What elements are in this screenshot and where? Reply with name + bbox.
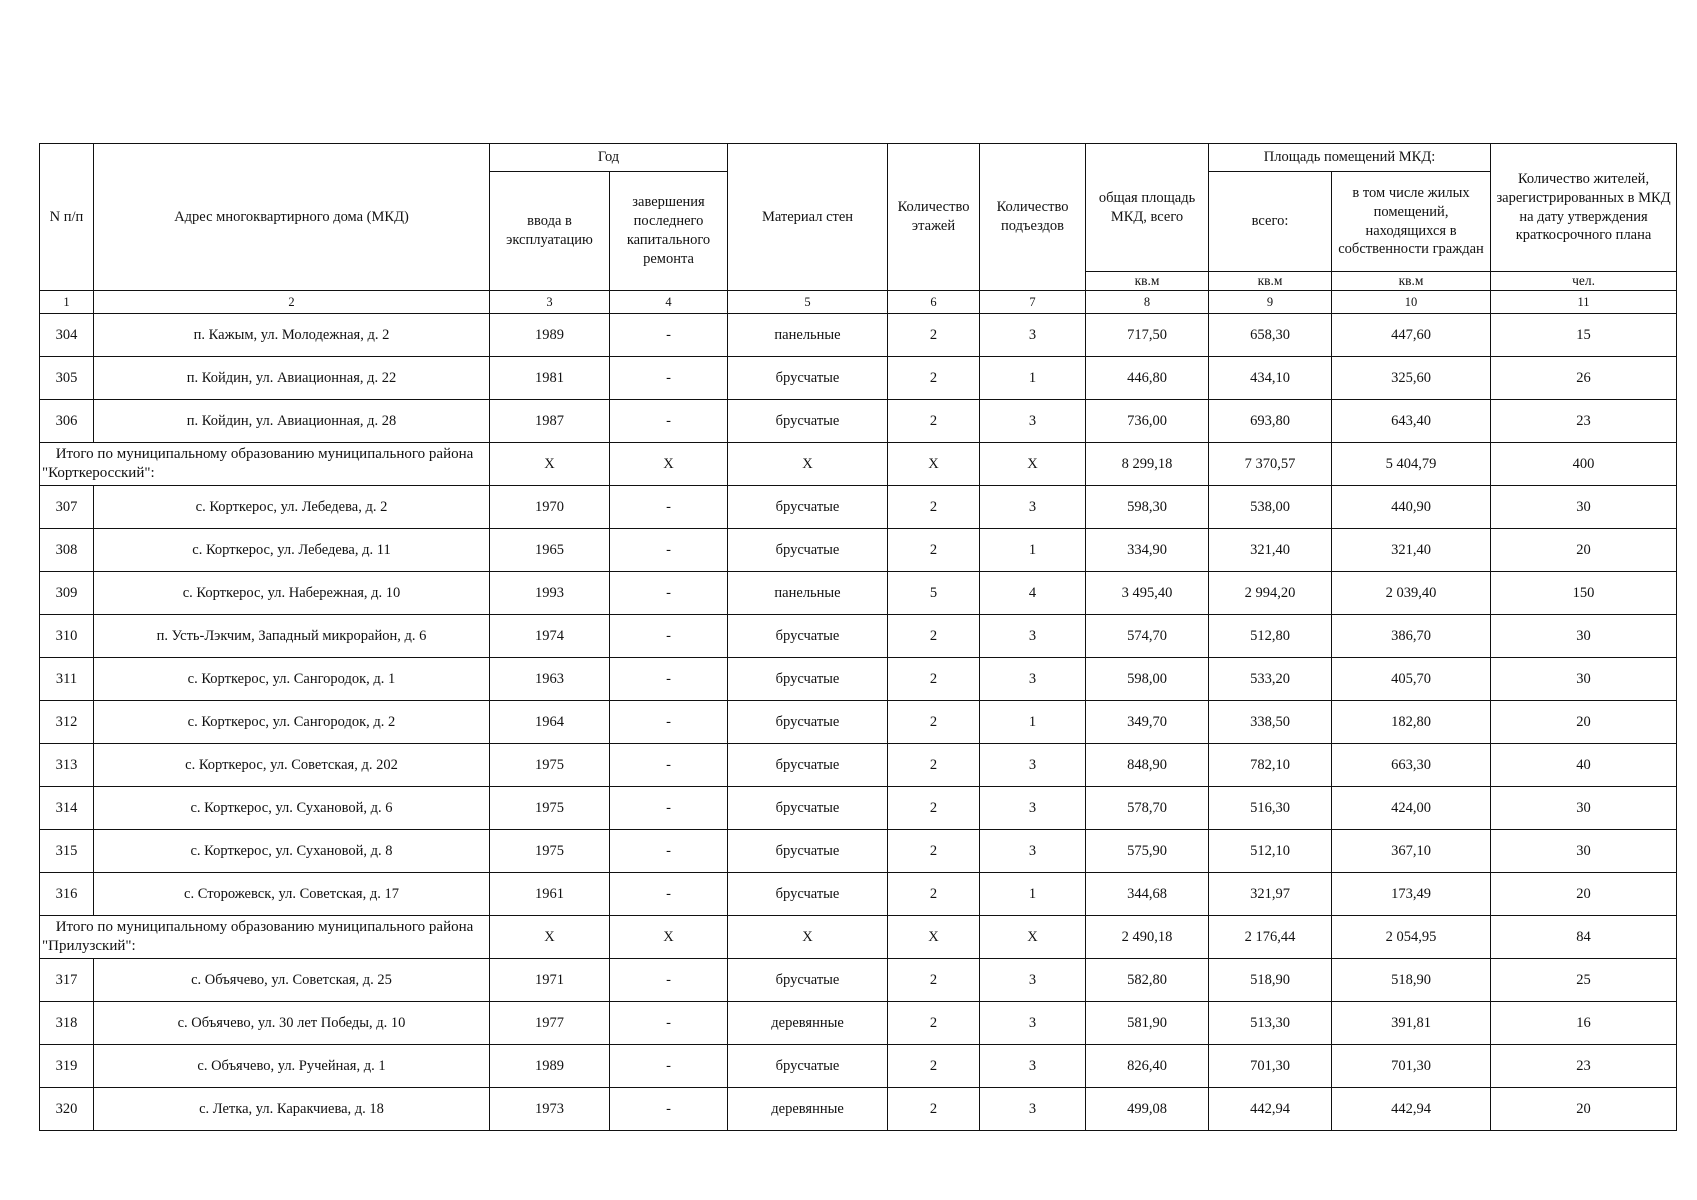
- wall-material-cell: брусчатые: [728, 658, 888, 701]
- table-row: [40, 873, 1677, 916]
- address-cell: с. Корткерос, ул. Сухановой, д. 8: [94, 830, 490, 873]
- column-number: 11: [1491, 291, 1677, 314]
- table-row: [40, 830, 1677, 873]
- year-commission-cell: 1977: [490, 1002, 610, 1045]
- year-commission-cell: 1975: [490, 744, 610, 787]
- floors-cell: 2: [888, 787, 980, 830]
- header-address: Адрес многоквартирного дома (МКД): [94, 144, 490, 291]
- table-row: [40, 701, 1677, 744]
- table-header: [40, 144, 1677, 314]
- area-all-cell: 782,10: [1209, 744, 1332, 787]
- address-cell: с. Корткерос, ул. Лебедева, д. 11: [94, 529, 490, 572]
- wall-material-cell: X: [728, 916, 888, 959]
- residents-cell: 20: [1491, 701, 1677, 744]
- residents-cell: 20: [1491, 1088, 1677, 1131]
- entrances-cell: 3: [980, 787, 1086, 830]
- unit-area-private: кв.м: [1332, 272, 1491, 291]
- header-floors: Количество этажей: [888, 144, 980, 291]
- total-area-cell: 499,08: [1086, 1088, 1209, 1131]
- area-all-cell: 2 994,20: [1209, 572, 1332, 615]
- year-repair-cell: -: [610, 830, 728, 873]
- area-private-cell: 442,94: [1332, 1088, 1491, 1131]
- area-all-cell: 658,30: [1209, 314, 1332, 357]
- year-commission-cell: 1989: [490, 1045, 610, 1088]
- entrances-cell: 3: [980, 1088, 1086, 1131]
- year-commission-cell: 1975: [490, 787, 610, 830]
- total-area-cell: 598,30: [1086, 486, 1209, 529]
- column-number: 1: [40, 291, 94, 314]
- entrances-cell: X: [980, 443, 1086, 486]
- residents-cell: 30: [1491, 658, 1677, 701]
- area-all-cell: 516,30: [1209, 787, 1332, 830]
- area-all-cell: 442,94: [1209, 1088, 1332, 1131]
- total-area-cell: 826,40: [1086, 1045, 1209, 1088]
- table-row: [40, 486, 1677, 529]
- floors-cell: 5: [888, 572, 980, 615]
- table-row: [40, 357, 1677, 400]
- row-number: 308: [40, 529, 94, 572]
- year-repair-cell: -: [610, 959, 728, 1002]
- floors-cell: 2: [888, 615, 980, 658]
- wall-material-cell: панельные: [728, 572, 888, 615]
- table-row: [40, 529, 1677, 572]
- address-cell: с. Объячево, ул. Советская, д. 25: [94, 959, 490, 1002]
- year-commission-cell: 1970: [490, 486, 610, 529]
- year-commission-cell: X: [490, 443, 610, 486]
- row-number: 315: [40, 830, 94, 873]
- column-number-row: [40, 291, 1677, 314]
- address-cell: п. Койдин, ул. Авиационная, д. 28: [94, 400, 490, 443]
- header-num: N п/п: [40, 144, 94, 291]
- year-commission-cell: 1975: [490, 830, 610, 873]
- area-all-cell: 321,40: [1209, 529, 1332, 572]
- year-commission-cell: 1964: [490, 701, 610, 744]
- unit-residents: чел.: [1491, 272, 1677, 291]
- wall-material-cell: деревянные: [728, 1002, 888, 1045]
- residents-cell: 16: [1491, 1002, 1677, 1045]
- row-number: 309: [40, 572, 94, 615]
- entrances-cell: 3: [980, 830, 1086, 873]
- address-cell: с. Корткерос, ул. Сангородок, д. 1: [94, 658, 490, 701]
- total-area-cell: 3 495,40: [1086, 572, 1209, 615]
- column-number: 6: [888, 291, 980, 314]
- total-area-cell: 8 299,18: [1086, 443, 1209, 486]
- column-number: 9: [1209, 291, 1332, 314]
- year-commission-cell: 1973: [490, 1088, 610, 1131]
- area-private-cell: 173,49: [1332, 873, 1491, 916]
- total-label: Итого по муниципальному образованию муниципального района "Прилузский":: [40, 916, 490, 959]
- column-number: 7: [980, 291, 1086, 314]
- area-private-cell: 5 404,79: [1332, 443, 1491, 486]
- year-repair-cell: -: [610, 615, 728, 658]
- floors-cell: 2: [888, 314, 980, 357]
- wall-material-cell: панельные: [728, 314, 888, 357]
- area-private-cell: 518,90: [1332, 959, 1491, 1002]
- entrances-cell: 4: [980, 572, 1086, 615]
- row-number: 319: [40, 1045, 94, 1088]
- wall-material-cell: брусчатые: [728, 529, 888, 572]
- area-private-cell: 447,60: [1332, 314, 1491, 357]
- floors-cell: X: [888, 916, 980, 959]
- table-row: [40, 314, 1677, 357]
- entrances-cell: 3: [980, 1045, 1086, 1088]
- area-private-cell: 386,70: [1332, 615, 1491, 658]
- year-repair-cell: -: [610, 400, 728, 443]
- residents-cell: 30: [1491, 830, 1677, 873]
- wall-material-cell: брусчатые: [728, 1045, 888, 1088]
- table-row: [40, 959, 1677, 1002]
- area-private-cell: 643,40: [1332, 400, 1491, 443]
- area-private-cell: 321,40: [1332, 529, 1491, 572]
- header-area-group: Площадь помещений МКД:: [1209, 144, 1491, 172]
- total-area-cell: 349,70: [1086, 701, 1209, 744]
- table-row: [40, 658, 1677, 701]
- entrances-cell: 3: [980, 1002, 1086, 1045]
- row-number: 317: [40, 959, 94, 1002]
- residents-cell: 23: [1491, 1045, 1677, 1088]
- header-total-area: общая площадь МКД, всего: [1086, 144, 1209, 272]
- year-repair-cell: -: [610, 314, 728, 357]
- year-repair-cell: -: [610, 787, 728, 830]
- area-all-cell: 434,10: [1209, 357, 1332, 400]
- residents-cell: 26: [1491, 357, 1677, 400]
- row-number: 314: [40, 787, 94, 830]
- area-all-cell: 512,10: [1209, 830, 1332, 873]
- floors-cell: 2: [888, 744, 980, 787]
- floors-cell: 2: [888, 1045, 980, 1088]
- area-private-cell: 424,00: [1332, 787, 1491, 830]
- year-repair-cell: -: [610, 873, 728, 916]
- residents-cell: 150: [1491, 572, 1677, 615]
- wall-material-cell: брусчатые: [728, 615, 888, 658]
- area-all-cell: 533,20: [1209, 658, 1332, 701]
- header-year-repair: завершения последнего капитального ремонта: [610, 172, 728, 291]
- entrances-cell: 1: [980, 357, 1086, 400]
- year-repair-cell: -: [610, 486, 728, 529]
- wall-material-cell: брусчатые: [728, 830, 888, 873]
- row-number: 304: [40, 314, 94, 357]
- total-area-cell: 578,70: [1086, 787, 1209, 830]
- floors-cell: 2: [888, 1088, 980, 1131]
- entrances-cell: 3: [980, 400, 1086, 443]
- area-private-cell: 391,81: [1332, 1002, 1491, 1045]
- wall-material-cell: брусчатые: [728, 873, 888, 916]
- floors-cell: 2: [888, 400, 980, 443]
- row-number: 320: [40, 1088, 94, 1131]
- address-cell: с. Летка, ул. Каракчиева, д. 18: [94, 1088, 490, 1131]
- column-number: 5: [728, 291, 888, 314]
- table-row: [40, 572, 1677, 615]
- column-number: 10: [1332, 291, 1491, 314]
- row-number: 310: [40, 615, 94, 658]
- total-area-cell: 848,90: [1086, 744, 1209, 787]
- table-body: [40, 314, 1677, 1131]
- year-commission-cell: 1961: [490, 873, 610, 916]
- residents-cell: 20: [1491, 529, 1677, 572]
- total-area-cell: 574,70: [1086, 615, 1209, 658]
- residents-cell: 30: [1491, 787, 1677, 830]
- total-area-cell: 446,80: [1086, 357, 1209, 400]
- floors-cell: 2: [888, 658, 980, 701]
- year-repair-cell: -: [610, 572, 728, 615]
- year-repair-cell: X: [610, 916, 728, 959]
- residents-cell: 84: [1491, 916, 1677, 959]
- total-area-cell: 581,90: [1086, 1002, 1209, 1045]
- row-number: 306: [40, 400, 94, 443]
- header-wall-material: Материал стен: [728, 144, 888, 291]
- row-number: 316: [40, 873, 94, 916]
- entrances-cell: 3: [980, 744, 1086, 787]
- entrances-cell: 3: [980, 959, 1086, 1002]
- residents-cell: 25: [1491, 959, 1677, 1002]
- header-year-group: Год: [490, 144, 728, 172]
- year-repair-cell: -: [610, 529, 728, 572]
- area-all-cell: 518,90: [1209, 959, 1332, 1002]
- residents-cell: 30: [1491, 486, 1677, 529]
- total-area-cell: 2 490,18: [1086, 916, 1209, 959]
- table-row: [40, 744, 1677, 787]
- unit-area-all: кв.м: [1209, 272, 1332, 291]
- year-commission-cell: 1971: [490, 959, 610, 1002]
- row-number: 311: [40, 658, 94, 701]
- total-area-cell: 717,50: [1086, 314, 1209, 357]
- area-private-cell: 663,30: [1332, 744, 1491, 787]
- wall-material-cell: брусчатые: [728, 486, 888, 529]
- area-all-cell: 7 370,57: [1209, 443, 1332, 486]
- row-number: 312: [40, 701, 94, 744]
- residents-cell: 400: [1491, 443, 1677, 486]
- entrances-cell: 3: [980, 615, 1086, 658]
- residents-cell: 30: [1491, 615, 1677, 658]
- total-row: [40, 443, 1677, 486]
- row-number: 313: [40, 744, 94, 787]
- area-all-cell: 701,30: [1209, 1045, 1332, 1088]
- wall-material-cell: брусчатые: [728, 744, 888, 787]
- wall-material-cell: брусчатые: [728, 357, 888, 400]
- header-year-commission: ввода в эксплуатацию: [490, 172, 610, 291]
- residents-cell: 40: [1491, 744, 1677, 787]
- header-area-private: в том числе жилых помещений, находящихся в собственности граждан: [1332, 172, 1491, 272]
- area-private-cell: 325,60: [1332, 357, 1491, 400]
- total-area-cell: 582,80: [1086, 959, 1209, 1002]
- residents-cell: 15: [1491, 314, 1677, 357]
- address-cell: с. Корткерос, ул. Советская, д. 202: [94, 744, 490, 787]
- area-all-cell: 321,97: [1209, 873, 1332, 916]
- year-commission-cell: 1965: [490, 529, 610, 572]
- unit-total-area: кв.м: [1086, 272, 1209, 291]
- entrances-cell: 3: [980, 658, 1086, 701]
- area-private-cell: 2 054,95: [1332, 916, 1491, 959]
- year-commission-cell: 1989: [490, 314, 610, 357]
- floors-cell: 2: [888, 959, 980, 1002]
- total-area-cell: 736,00: [1086, 400, 1209, 443]
- total-row: [40, 916, 1677, 959]
- table-row: [40, 615, 1677, 658]
- residents-cell: 23: [1491, 400, 1677, 443]
- total-label: Итого по муниципальному образованию муниципального района "Корткеросский":: [40, 443, 490, 486]
- address-cell: с. Объячево, ул. 30 лет Победы, д. 10: [94, 1002, 490, 1045]
- wall-material-cell: X: [728, 443, 888, 486]
- address-cell: п. Кажым, ул. Молодежная, д. 2: [94, 314, 490, 357]
- year-commission-cell: 1963: [490, 658, 610, 701]
- row-number: 305: [40, 357, 94, 400]
- floors-cell: 2: [888, 830, 980, 873]
- wall-material-cell: деревянные: [728, 1088, 888, 1131]
- year-commission-cell: 1993: [490, 572, 610, 615]
- floors-cell: X: [888, 443, 980, 486]
- address-cell: п. Койдин, ул. Авиационная, д. 22: [94, 357, 490, 400]
- area-all-cell: 2 176,44: [1209, 916, 1332, 959]
- wall-material-cell: брусчатые: [728, 701, 888, 744]
- year-commission-cell: 1987: [490, 400, 610, 443]
- entrances-cell: 1: [980, 701, 1086, 744]
- row-number: 318: [40, 1002, 94, 1045]
- wall-material-cell: брусчатые: [728, 787, 888, 830]
- floors-cell: 2: [888, 873, 980, 916]
- table-row: [40, 1088, 1677, 1131]
- entrances-cell: X: [980, 916, 1086, 959]
- year-repair-cell: -: [610, 658, 728, 701]
- entrances-cell: 3: [980, 486, 1086, 529]
- wall-material-cell: брусчатые: [728, 959, 888, 1002]
- column-number: 2: [94, 291, 490, 314]
- header-residents: Количество жителей, зарегистрированных в МКД на дату утверждения краткосрочного плана: [1491, 144, 1677, 272]
- area-private-cell: 701,30: [1332, 1045, 1491, 1088]
- area-private-cell: 405,70: [1332, 658, 1491, 701]
- area-all-cell: 538,00: [1209, 486, 1332, 529]
- address-cell: с. Сторожевск, ул. Советская, д. 17: [94, 873, 490, 916]
- area-all-cell: 693,80: [1209, 400, 1332, 443]
- row-number: 307: [40, 486, 94, 529]
- housing-table: [39, 143, 1677, 1131]
- table-row: [40, 1045, 1677, 1088]
- address-cell: с. Корткерос, ул. Лебедева, д. 2: [94, 486, 490, 529]
- floors-cell: 2: [888, 701, 980, 744]
- header-entrances: Количество подъездов: [980, 144, 1086, 291]
- header-area-all: всего:: [1209, 172, 1332, 272]
- area-all-cell: 512,80: [1209, 615, 1332, 658]
- floors-cell: 2: [888, 529, 980, 572]
- year-commission-cell: X: [490, 916, 610, 959]
- year-repair-cell: -: [610, 701, 728, 744]
- entrances-cell: 1: [980, 873, 1086, 916]
- residents-cell: 20: [1491, 873, 1677, 916]
- address-cell: п. Усть-Лэкчим, Западный микрорайон, д. 6: [94, 615, 490, 658]
- area-private-cell: 2 039,40: [1332, 572, 1491, 615]
- wall-material-cell: брусчатые: [728, 400, 888, 443]
- column-number: 8: [1086, 291, 1209, 314]
- year-repair-cell: -: [610, 357, 728, 400]
- floors-cell: 2: [888, 1002, 980, 1045]
- year-repair-cell: X: [610, 443, 728, 486]
- address-cell: с. Корткерос, ул. Набережная, д. 10: [94, 572, 490, 615]
- total-area-cell: 334,90: [1086, 529, 1209, 572]
- address-cell: с. Корткерос, ул. Сухановой, д. 6: [94, 787, 490, 830]
- table-row: [40, 1002, 1677, 1045]
- entrances-cell: 3: [980, 314, 1086, 357]
- area-private-cell: 367,10: [1332, 830, 1491, 873]
- floors-cell: 2: [888, 357, 980, 400]
- year-repair-cell: -: [610, 1088, 728, 1131]
- total-area-cell: 575,90: [1086, 830, 1209, 873]
- table-row: [40, 400, 1677, 443]
- total-area-cell: 598,00: [1086, 658, 1209, 701]
- area-private-cell: 440,90: [1332, 486, 1491, 529]
- floors-cell: 2: [888, 486, 980, 529]
- area-all-cell: 338,50: [1209, 701, 1332, 744]
- area-all-cell: 513,30: [1209, 1002, 1332, 1045]
- table-row: [40, 787, 1677, 830]
- year-commission-cell: 1974: [490, 615, 610, 658]
- column-number: 4: [610, 291, 728, 314]
- year-repair-cell: -: [610, 1002, 728, 1045]
- address-cell: с. Объячево, ул. Ручейная, д. 1: [94, 1045, 490, 1088]
- entrances-cell: 1: [980, 529, 1086, 572]
- column-number: 3: [490, 291, 610, 314]
- address-cell: с. Корткерос, ул. Сангородок, д. 2: [94, 701, 490, 744]
- year-repair-cell: -: [610, 1045, 728, 1088]
- year-repair-cell: -: [610, 744, 728, 787]
- total-area-cell: 344,68: [1086, 873, 1209, 916]
- year-commission-cell: 1981: [490, 357, 610, 400]
- area-private-cell: 182,80: [1332, 701, 1491, 744]
